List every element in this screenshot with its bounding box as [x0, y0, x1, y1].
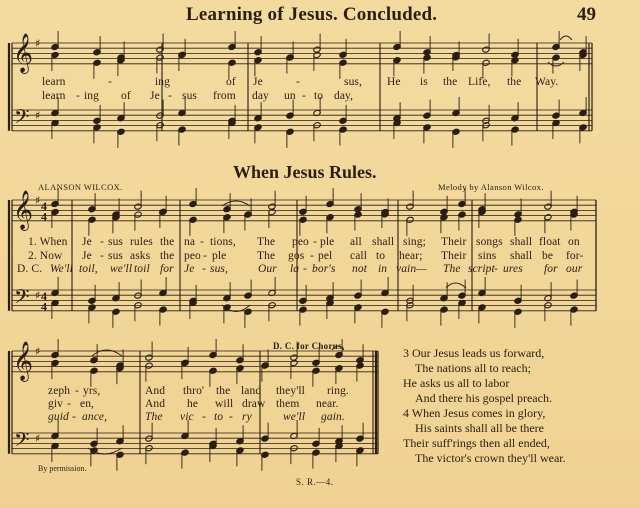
lyric-word: ring.: [327, 385, 349, 397]
lyric-word: 2. Now: [28, 250, 63, 262]
lyric-word: vain—: [396, 263, 427, 275]
lyric-word: sus,: [344, 76, 362, 88]
lyric-word: -: [168, 90, 172, 102]
lyric-word: The: [145, 411, 163, 423]
lyric-word: zeph: [48, 385, 71, 397]
lyric-word: shall: [510, 250, 533, 262]
top-lyric-line-1: [0, 76, 640, 90]
lyric-word: We'll: [50, 263, 73, 275]
lyric-word: pel: [318, 250, 333, 262]
lyric-word: of: [121, 90, 131, 102]
lyric-word: toil,: [79, 263, 98, 275]
lyric-word: land: [241, 385, 262, 397]
page-title: Learning of Jesus. Concluded.: [186, 4, 438, 25]
lyric-word: we'll: [283, 411, 306, 423]
lyric-word: un: [284, 90, 296, 102]
lyric-word: He: [387, 76, 401, 88]
lyric-word: call: [350, 250, 367, 262]
lyric-word: for: [544, 263, 558, 275]
words-credit: ALANSON WILCOX.: [38, 182, 123, 192]
lyric-word: The: [443, 263, 461, 275]
lyric-word: songs: [476, 236, 503, 248]
lyric-word: sus: [108, 236, 124, 248]
lyric-word: shall: [372, 236, 395, 248]
lyric-word: he: [187, 398, 199, 410]
lyric-word: the: [443, 76, 458, 88]
verse-1-line: [0, 236, 640, 250]
lyric-word: -: [203, 250, 207, 262]
stanza-4: [403, 406, 566, 466]
lyric-word: Their: [441, 236, 467, 248]
lyric-word: the: [507, 76, 522, 88]
lyric-word: giv: [48, 398, 63, 410]
bass-clef-icon: 𝄢: [14, 285, 30, 313]
slur: [446, 283, 466, 288]
lyric-word: ures: [503, 263, 523, 275]
lyric-word: -: [100, 236, 104, 248]
top-lyric-line-2: [0, 90, 640, 104]
lyric-word: -: [100, 250, 104, 262]
lyric-word: yrs,: [83, 385, 101, 397]
lyric-word: sus: [182, 90, 198, 102]
stanza-line: 3 Our Jesus leads us forward,: [403, 346, 545, 360]
lyric-word: sus: [108, 250, 124, 262]
page-code: S. R.—4.: [296, 477, 334, 487]
stanza-3: [403, 346, 552, 406]
lyric-word: Je: [150, 90, 160, 102]
sharp-icon: ♯: [35, 432, 41, 445]
lyric-word: the: [160, 250, 175, 262]
lyric-word: learn: [42, 90, 66, 102]
lyric-word: D. C.: [17, 263, 43, 275]
lyric-word: bor's: [312, 263, 336, 275]
lyric-word: ry: [242, 411, 252, 423]
lyric-word: we'll: [110, 263, 133, 275]
lyric-word: for-: [566, 250, 584, 262]
lyric-word: script: [468, 263, 495, 275]
lyric-word: -: [72, 411, 76, 423]
bass-clef-icon: 𝄢: [14, 105, 30, 133]
lyric-word: -: [313, 236, 317, 248]
page-number: 49: [577, 4, 596, 25]
sharp-icon: ♯: [35, 194, 41, 207]
lyric-word: en,: [80, 398, 95, 410]
lyric-word: be: [542, 250, 554, 262]
lyric-word: Je: [184, 263, 195, 275]
final-lyric-line-3: [0, 411, 380, 425]
final-lyric-line-2: [0, 398, 380, 412]
time-signature-bottom: 4: [41, 299, 47, 314]
lyric-word: our: [566, 263, 583, 275]
lyric-word: la: [290, 263, 300, 275]
lyric-word: And: [145, 398, 166, 410]
lyric-word: Je: [253, 76, 263, 88]
lyric-word: rules: [130, 236, 153, 248]
lyric-word: the: [216, 385, 231, 397]
fermata-icon: [560, 36, 572, 40]
lyric-word: ple: [320, 236, 335, 248]
lyric-word: hear;: [399, 250, 423, 262]
lyric-word: not: [352, 263, 367, 275]
lyric-word: learn: [42, 76, 66, 88]
lyric-word: ing: [84, 90, 99, 102]
lyric-word: -: [303, 263, 307, 275]
lyric-word: peo: [292, 236, 309, 248]
final-lyric-line-1: [0, 385, 380, 399]
sharp-icon: ♯: [35, 345, 41, 358]
lyric-word: thro': [183, 385, 205, 397]
lyric-word: of: [226, 76, 236, 88]
lyric-word: Our: [258, 263, 277, 275]
dc-for-chorus-marking: D. C. for Chorus.: [273, 341, 345, 351]
melody-credit: Melody by Alanson Wilcox.: [438, 182, 544, 192]
lyric-word: in: [378, 263, 388, 275]
lyric-word: The: [257, 250, 276, 262]
time-signature-bottom: 4: [41, 209, 47, 224]
lyric-word: ple: [212, 250, 227, 262]
lyric-word: -: [76, 90, 80, 102]
lyric-word: -: [202, 411, 206, 423]
lyric-word: ance,: [82, 411, 108, 423]
lyric-word: 1. When: [28, 236, 68, 248]
lyric-word: draw: [242, 398, 266, 410]
bass-clef-icon: 𝄢: [14, 428, 30, 456]
lyric-word: asks: [130, 250, 151, 262]
stanza-line: Their suff'rings then all ended,: [403, 436, 550, 450]
hymn-title: When Jesus Rules.: [233, 162, 377, 182]
lyric-word: -: [200, 236, 204, 248]
lyric-word: -: [302, 90, 306, 102]
time-signature-top: 4: [41, 289, 47, 303]
lyric-word: And: [145, 385, 166, 397]
lyric-word: sus,: [210, 263, 228, 275]
lyric-word: -: [67, 398, 71, 410]
lyric-word: from: [213, 90, 236, 102]
lyric-word: Je: [82, 236, 92, 248]
lyric-word: day: [252, 90, 269, 102]
lyric-word: the: [160, 236, 175, 248]
verse-2-line: [0, 250, 640, 264]
lyric-word: -: [202, 263, 206, 275]
lyric-word: -: [310, 250, 314, 262]
stanza-line: 4 When Jesus comes in glory,: [403, 406, 546, 420]
lyric-word: ing: [155, 76, 170, 88]
lyric-word: tions,: [210, 236, 236, 248]
lyric-word: gos: [288, 250, 305, 262]
sharp-icon: ♯: [35, 37, 41, 50]
lyric-word: The: [257, 236, 276, 248]
lyric-word: is: [420, 76, 428, 88]
lyric-word: sing;: [403, 236, 426, 248]
lyric-word: Their: [441, 250, 467, 262]
lyric-word: to: [376, 250, 386, 262]
time-signature-top: 4: [41, 199, 47, 213]
lyric-word: day,: [334, 90, 354, 102]
lyric-word: sins: [478, 250, 497, 262]
lyric-word: Je: [82, 250, 92, 262]
stanza-line: His saints shall all be there: [415, 421, 544, 435]
lyric-word: na: [184, 236, 196, 248]
lyric-word: -: [75, 385, 79, 397]
treble-clef-icon: 𝄞: [13, 190, 34, 230]
lyric-word: -: [108, 76, 112, 88]
lyric-word: will: [215, 398, 234, 410]
lyric-word: Life,: [468, 76, 491, 88]
lyric-word: they'll: [276, 385, 305, 397]
lyric-word: -: [494, 263, 498, 275]
permission-note: By permission.: [38, 464, 87, 473]
lyric-word: -: [296, 76, 300, 88]
stanza-line: He asks us all to labor: [403, 376, 510, 390]
lyric-word: on: [568, 236, 580, 248]
sharp-icon: ♯: [35, 289, 41, 302]
lyric-word: gain.: [321, 411, 345, 423]
lyric-word: -: [229, 411, 233, 423]
stanza-line: And there his gospel preach.: [415, 391, 552, 405]
lyric-word: shall: [510, 236, 533, 248]
lyric-word: vic: [180, 411, 194, 423]
lyric-word: all: [350, 236, 362, 248]
stanza-line: The nations all to reach;: [415, 361, 531, 375]
dc-chorus-line: [0, 263, 640, 277]
lyric-word: float: [539, 236, 561, 248]
lyric-word: to: [314, 90, 324, 102]
stanza-line: The victor's crown they'll wear.: [415, 451, 566, 465]
lyric-word: for: [160, 263, 174, 275]
treble-clef-icon: 𝄞: [13, 341, 34, 381]
lyric-word: toil: [134, 263, 150, 275]
lyric-word: guid: [48, 411, 69, 423]
sharp-icon: ♯: [35, 109, 41, 122]
treble-clef-icon: 𝄞: [13, 33, 34, 73]
lyric-word: to: [214, 411, 224, 423]
lyric-word: peo: [184, 250, 201, 262]
lyric-word: them: [276, 398, 300, 410]
lyric-word: near.: [316, 398, 339, 410]
lyric-word: Way.: [535, 76, 559, 88]
